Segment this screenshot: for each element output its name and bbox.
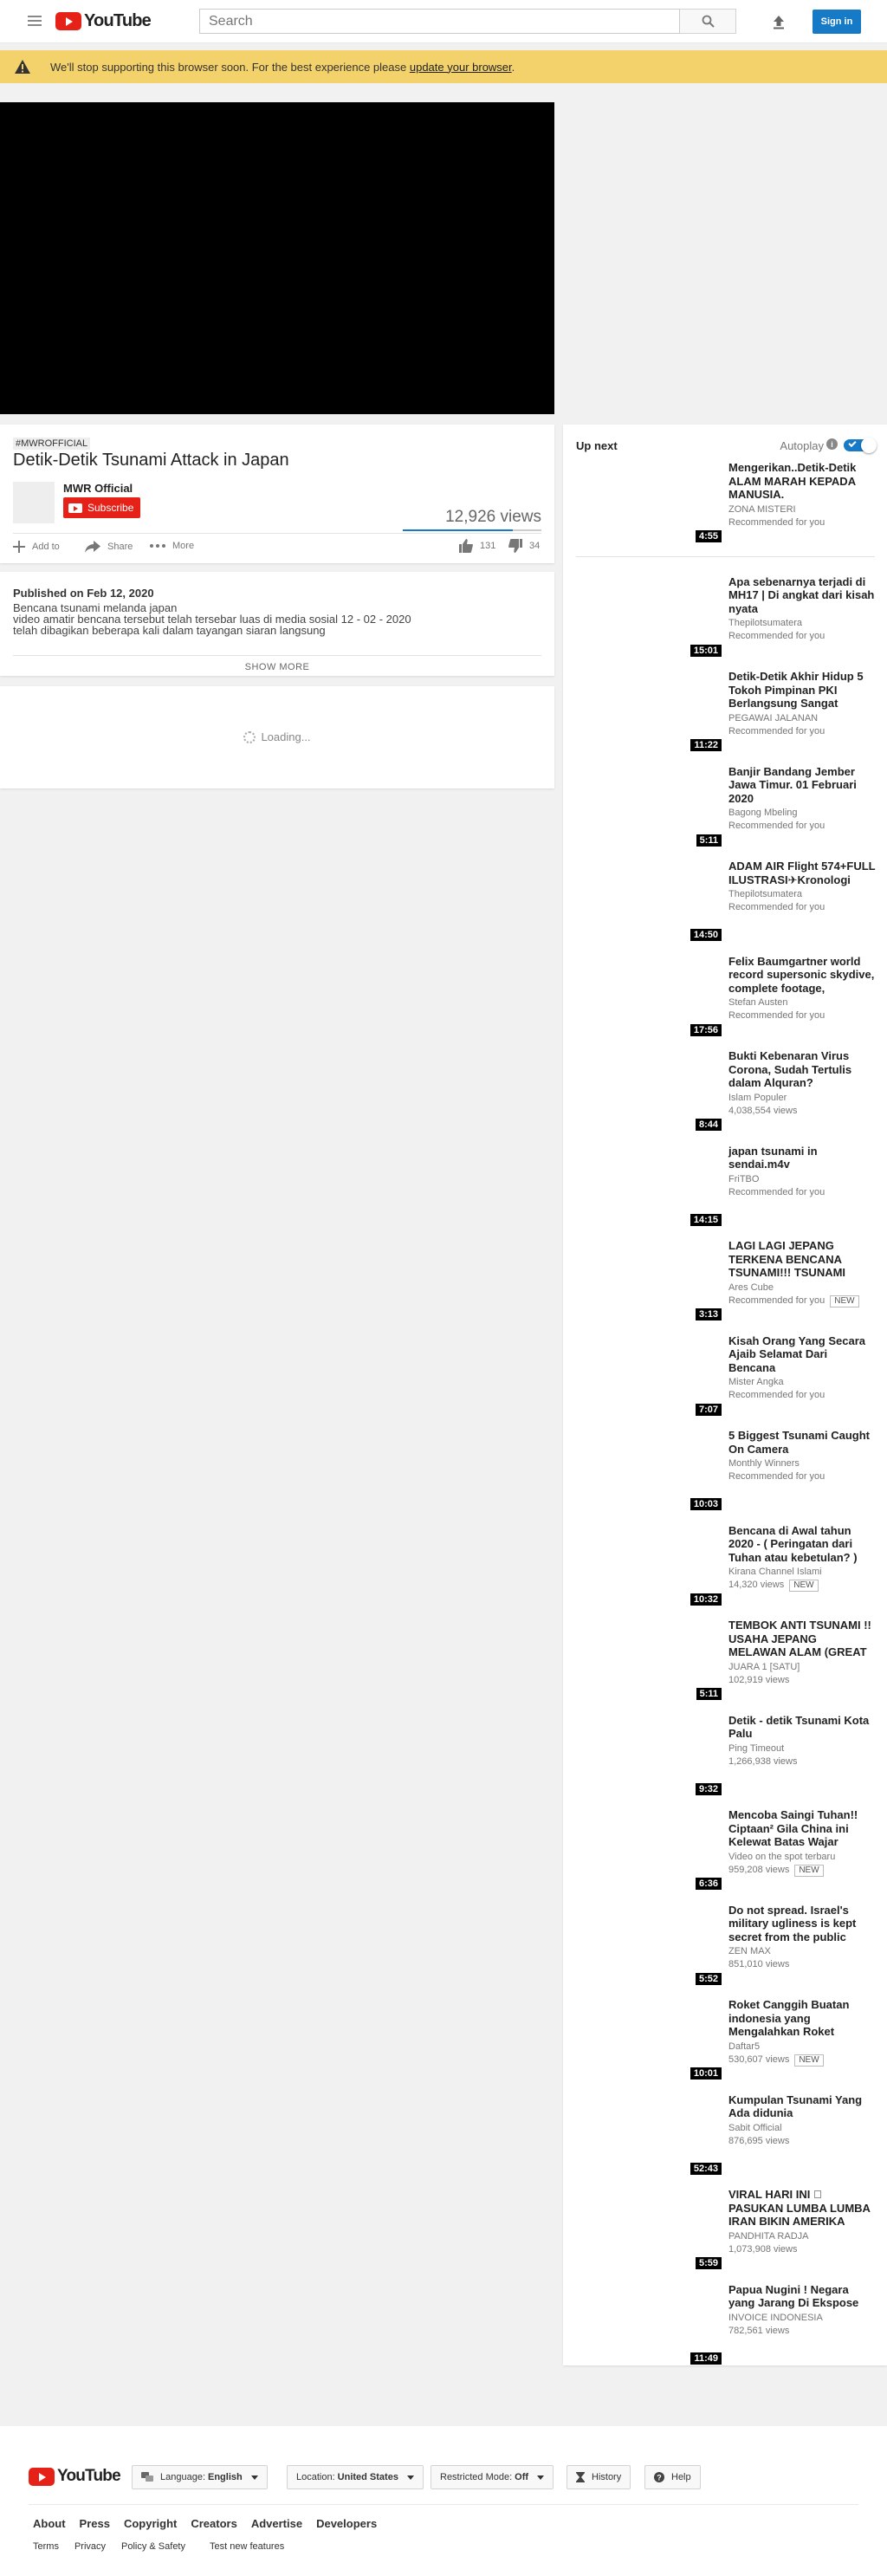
thumbs-down-icon — [508, 539, 522, 553]
video-title[interactable]: Mengerikan..Detik-Detik ALAM MARAH KEPADA MANUSIA. — [728, 461, 857, 502]
video-meta — [728, 2122, 876, 2148]
footer-link-advertise[interactable]: Advertise — [250, 2517, 303, 2530]
video-stats: 102,919 views — [728, 1674, 790, 1685]
video-duration: 3:13 — [696, 1308, 722, 1320]
video-duration: 5:52 — [696, 1973, 722, 1985]
footer-link-copyright[interactable]: Copyright — [123, 2517, 178, 2530]
video-stats: Recommended for you — [728, 1186, 825, 1197]
video-thumbnail[interactable] — [576, 860, 722, 941]
video-meta — [728, 503, 876, 529]
video-list-item[interactable] — [576, 1998, 879, 2085]
video-title[interactable]: Apa sebenarnya terjadi di MH17 | Di angkat dari kisah nyata — [728, 574, 875, 615]
video-channel: Sabit Official — [728, 2122, 782, 2133]
video-title[interactable]: TEMBOK ANTI TSUNAMI !! USAHA JEPANG MELAWAN ALAM (GREAT — [728, 1619, 871, 1659]
video-list-item[interactable] — [576, 1334, 879, 1421]
publish-date: Published on Feb 12, 2020 — [13, 587, 154, 600]
video-title[interactable]: Bukti Kebenaran Virus Corona, Sudah Tertulis dalam Alquran? — [728, 1049, 852, 1090]
video-title[interactable]: japan tsunami in sendai.m4v — [728, 1144, 818, 1171]
more-icon — [150, 544, 165, 548]
video-stats: Recommended for you — [728, 631, 825, 642]
video-channel: Ares Cube — [728, 1282, 774, 1293]
video-thumbnail[interactable] — [576, 1239, 722, 1320]
video-thumbnail[interactable] — [576, 670, 722, 751]
video-channel: FriTBO — [728, 1173, 760, 1184]
restricted-value: Off — [515, 2472, 529, 2482]
video-list-item[interactable] — [576, 955, 879, 1041]
add-to-button[interactable] — [13, 541, 60, 553]
up-next-heading: Up next — [576, 439, 618, 452]
video-stats: 4,038,554 views — [728, 1105, 798, 1116]
video-meta — [728, 1173, 876, 1199]
video-meta — [728, 1661, 876, 1687]
video-channel: PEGAWAI JALANAN — [728, 712, 819, 723]
video-stats: 1,266,938 views — [728, 1755, 798, 1767]
footer-sublinks — [33, 2541, 300, 2552]
autoplay-label: Autoplay — [780, 439, 824, 452]
video-channel: Mister Angka — [728, 1377, 784, 1388]
help-button[interactable] — [644, 2465, 701, 2489]
video-meta — [728, 1566, 876, 1592]
divider — [13, 655, 541, 656]
search-button[interactable] — [680, 9, 736, 34]
video-duration: 6:36 — [696, 1878, 722, 1890]
video-stats: Recommended for you — [728, 902, 825, 913]
video-duration: 14:50 — [690, 929, 722, 941]
location-button[interactable] — [287, 2465, 424, 2489]
video-title[interactable]: ADAM AIR Flight 574+FULL ILUSTRASI✈Kronologi — [728, 860, 876, 886]
video-duration: 14:15 — [690, 1214, 722, 1226]
video-thumbnail[interactable] — [576, 1619, 722, 1700]
video-thumbnail[interactable] — [576, 2093, 722, 2175]
footer-link-developers[interactable]: Developers — [316, 2517, 378, 2530]
language-label: Language: — [160, 2472, 205, 2482]
subscribe-button[interactable] — [63, 497, 140, 518]
more-label: More — [172, 541, 195, 551]
history-button[interactable] — [567, 2465, 631, 2489]
video-meta — [728, 888, 876, 914]
update-browser-link[interactable]: update your browser — [409, 60, 512, 74]
new-badge: NEW — [830, 1295, 858, 1307]
footer-links — [33, 2517, 391, 2530]
loading-text: Loading... — [261, 730, 311, 743]
help-label: Help — [671, 2472, 691, 2482]
dislike-count: 34 — [529, 541, 541, 551]
info-icon[interactable]: i — [826, 438, 838, 450]
share-icon — [85, 541, 100, 553]
video-duration: 5:11 — [696, 1688, 722, 1700]
footer-link-test-features[interactable]: Test new features — [210, 2541, 285, 2552]
video-meta — [728, 1457, 876, 1483]
video-list-item[interactable] — [576, 1904, 879, 1990]
add-to-label: Add to — [32, 542, 60, 552]
more-button[interactable] — [150, 541, 194, 551]
video-duration: 8:44 — [696, 1119, 722, 1131]
like-count: 131 — [480, 541, 496, 551]
video-channel: ZEN MAX — [728, 1946, 771, 1957]
video-channel: Thepilotsumatera — [728, 618, 802, 629]
channel-avatar[interactable] — [13, 482, 55, 523]
video-channel: PANDHITA RADJA — [728, 2230, 809, 2242]
video-list-item[interactable] — [576, 1524, 879, 1611]
video-list-item[interactable] — [576, 2283, 879, 2370]
video-title: Detik-Detik Tsunami Attack in Japan — [13, 451, 289, 470]
video-thumbnail[interactable] — [576, 1524, 722, 1606]
video-channel: Video on the spot terbaru — [728, 1851, 836, 1862]
video-channel: Daftar5 — [728, 2041, 761, 2052]
video-channel: Monthly Winners — [728, 1458, 800, 1470]
restricted-label: Restricted Mode: — [440, 2472, 513, 2482]
video-meta — [728, 1376, 876, 1402]
dislike-button[interactable] — [508, 539, 540, 553]
video-stats: Recommended for you NEW — [728, 1294, 876, 1307]
video-list-item[interactable] — [576, 1619, 879, 1705]
browser-alert — [0, 50, 887, 83]
comments-card — [0, 686, 554, 788]
video-thumbnail[interactable] — [576, 575, 722, 657]
video-thumbnail[interactable] — [576, 2188, 722, 2269]
video-meta — [728, 1282, 876, 1307]
youtube-play-icon — [55, 12, 81, 30]
divider — [576, 556, 875, 557]
video-channel: JUARA 1 [SATU] — [728, 1661, 800, 1672]
comments-loading — [0, 730, 554, 743]
autoplay-toggle[interactable] — [844, 439, 875, 451]
video-duration: 5:11 — [696, 834, 722, 847]
description-text: Bencana tsunami melanda japan video amatir bencana tersebut telah tersebar luas di media sosial 12 - 02 - 2020 telah dibagikan beberapa kali dalam tayangan siaran langsung — [13, 601, 411, 637]
video-list-item[interactable] — [576, 1145, 879, 1231]
language-icon — [141, 2472, 153, 2482]
logo-text: YouTube — [57, 2467, 120, 2485]
video-stats: 959,208 views NEW — [728, 1864, 876, 1877]
hourglass-icon — [576, 2472, 585, 2482]
video-title[interactable]: Kumpulan Tsunami Yang Ada didunia — [728, 2093, 863, 2120]
footer-logo[interactable] — [29, 2467, 120, 2486]
video-title[interactable]: Roket Canggih Buatan indonesia yang Mengalahkan Roket — [728, 1998, 850, 2039]
video-meta — [728, 712, 876, 738]
video-thumbnail[interactable] — [576, 765, 722, 847]
video-channel: Thepilotsumatera — [728, 889, 802, 900]
up-next-sidebar — [563, 425, 887, 2365]
new-badge: NEW — [794, 2054, 823, 2067]
video-stats: 530,607 views NEW — [728, 2054, 876, 2067]
help-icon — [654, 2472, 664, 2482]
view-count: 12,926 views — [445, 508, 541, 526]
video-duration: 52:43 — [690, 2163, 722, 2175]
subscribe-label: Subscribe — [87, 502, 134, 514]
warning-icon — [14, 59, 31, 75]
like-button[interactable] — [459, 539, 495, 553]
thumbs-up-icon — [459, 539, 473, 553]
video-stats: Recommended for you — [728, 1471, 825, 1483]
video-channel: Ping Timeout — [728, 1742, 785, 1754]
masthead — [0, 0, 887, 43]
video-thumbnail[interactable] — [576, 2283, 722, 2365]
search-bar — [199, 9, 736, 34]
video-thumbnail[interactable] — [576, 1904, 722, 1985]
show-more-button[interactable]: SHOW MORE — [0, 662, 554, 672]
toggle-knob — [861, 438, 877, 453]
video-duration: 9:32 — [696, 1783, 722, 1795]
video-channel: Kirana Channel Islami — [728, 1567, 822, 1578]
video-meta — [728, 996, 876, 1022]
youtube-icon — [68, 503, 82, 513]
video-list-item[interactable] — [576, 1808, 879, 1895]
video-thumbnail[interactable] — [576, 1145, 722, 1226]
video-channel: INVOICE INDONESIA — [728, 2312, 823, 2323]
new-badge: NEW — [794, 1865, 823, 1877]
video-title[interactable]: Papua Nugini ! Negara yang Jarang Di Ekspose — [728, 2282, 859, 2310]
video-title[interactable]: 5 Biggest Tsunami Caught On Camera — [728, 1429, 870, 1456]
video-list-item[interactable] — [576, 1429, 879, 1515]
video-meta — [728, 2041, 876, 2067]
video-list-item[interactable] — [576, 670, 879, 756]
video-stats: 14,320 views NEW — [728, 1579, 876, 1592]
video-info-card — [0, 425, 554, 563]
video-duration: 15:01 — [690, 645, 722, 657]
video-meta — [728, 1092, 876, 1118]
video-duration: 4:55 — [696, 530, 722, 542]
video-meta — [728, 2230, 876, 2256]
video-duration: 17:56 — [690, 1024, 722, 1036]
language-value: English — [208, 2472, 243, 2482]
like-fill — [403, 529, 513, 531]
video-thumbnail[interactable] — [576, 1334, 722, 1416]
video-meta — [728, 617, 876, 643]
svg-text:?: ? — [657, 2473, 662, 2482]
video-stats: 876,695 views — [728, 2135, 790, 2146]
channel-name[interactable]: MWR Official — [63, 482, 133, 495]
video-stats: 1,073,908 views — [728, 2243, 798, 2255]
search-input[interactable] — [199, 9, 680, 34]
video-thumbnail[interactable] — [576, 461, 722, 542]
video-thumbnail[interactable] — [576, 955, 722, 1036]
chevron-down-icon — [251, 2475, 258, 2480]
video-channel: ZONA MISTERI — [728, 503, 796, 515]
video-title[interactable]: Banjir Bandang Jember Jawa Timur. 01 Februari 2020 — [728, 764, 857, 805]
video-duration: 11:49 — [690, 2352, 722, 2365]
video-list-item[interactable] — [576, 575, 879, 662]
video-duration: 7:07 — [696, 1404, 722, 1416]
video-title[interactable]: Kisah Orang Yang Secara Ajaib Selamat Dari Bencana — [728, 1333, 865, 1374]
video-duration: 10:32 — [690, 1593, 722, 1606]
history-label: History — [592, 2472, 622, 2482]
chevron-down-icon — [407, 2475, 414, 2480]
video-meta — [728, 807, 876, 833]
youtube-play-icon — [29, 2468, 55, 2486]
search-icon — [702, 15, 715, 28]
video-list-item[interactable] — [576, 1049, 879, 1136]
plus-icon — [13, 541, 25, 553]
location-value: United States — [337, 2472, 398, 2482]
footer-link-privacy[interactable]: Privacy — [74, 2541, 107, 2552]
divider — [29, 2504, 858, 2505]
hashtag[interactable]: #MWROFFICIAL — [13, 438, 90, 450]
alert-text: We'll stop supporting this browser soon. For the best experience please update your browser. — [50, 60, 515, 74]
menu-icon[interactable] — [28, 16, 42, 26]
video-title[interactable]: Detik-Detik Akhir Hidup 5 Tokoh Pimpinan PKI Berlangsung Sangat — [728, 670, 864, 711]
sign-in-button[interactable]: Sign in — [813, 10, 861, 34]
footer-link-policy-safety[interactable]: Policy & Safety — [121, 2541, 185, 2552]
footer — [0, 2426, 887, 2576]
video-stats: Recommended for you — [728, 725, 825, 736]
check-icon — [848, 439, 856, 447]
restricted-mode-button[interactable] — [431, 2465, 554, 2489]
logo-text: YouTube — [84, 11, 151, 30]
video-channel: Stefan Austen — [728, 997, 788, 1009]
video-meta — [728, 1851, 876, 1877]
new-badge: NEW — [789, 1580, 818, 1592]
video-list-item[interactable] — [576, 1714, 879, 1801]
upload-icon[interactable] — [770, 13, 787, 30]
video-title[interactable]: Mencoba Saingi Tuhan!! Ciptaan² Gila China ini Kelewat Batas Wajar — [728, 1808, 858, 1849]
video-list-item[interactable] — [576, 1239, 879, 1326]
video-duration: 10:03 — [690, 1498, 722, 1510]
footer-link-creators[interactable]: Creators — [191, 2517, 237, 2530]
video-title[interactable]: VIRAL HARI INI ⃣ PASUKAN LUMBA LUMBA IRAN BIKIN AMERIKA — [728, 2188, 871, 2229]
video-channel: Islam Populer — [728, 1092, 787, 1103]
video-meta — [728, 1742, 876, 1768]
video-title[interactable]: Do not spread. Israel's military ugliness is kept secret from the public — [728, 1903, 857, 1943]
language-button[interactable] — [132, 2465, 268, 2489]
share-button[interactable] — [85, 541, 133, 553]
video-thumbnail[interactable] — [576, 1714, 722, 1795]
video-title[interactable]: Detik - detik Tsunami Kota Palu — [728, 1713, 870, 1741]
video-meta — [728, 1945, 876, 1971]
footer-link-terms[interactable]: Terms — [33, 2541, 59, 2552]
video-stats: Recommended for you — [728, 1390, 825, 1401]
video-stats: 851,010 views — [728, 1959, 790, 1970]
chevron-down-icon — [537, 2475, 544, 2480]
video-title[interactable]: Felix Baumgartner world record supersonic skydive, complete footage, — [728, 954, 875, 995]
video-list-item[interactable] — [576, 461, 879, 548]
video-stats: Recommended for you — [728, 1010, 825, 1022]
video-thumbnail[interactable] — [576, 1049, 722, 1131]
video-channel: Bagong Mbeling — [728, 808, 798, 819]
video-title[interactable]: Bencana di Awal tahun 2020 - ( Peringatan dari Tuhan atau kebetulan? ) — [728, 1523, 858, 1564]
video-duration: 5:59 — [696, 2257, 722, 2269]
video-list-item[interactable] — [576, 2093, 879, 2180]
video-duration: 10:01 — [690, 2067, 722, 2080]
video-thumbnail[interactable] — [576, 1808, 722, 1890]
video-title[interactable]: LAGI LAGI JEPANG TERKENA BENCANA TSUNAMI!!! TSUNAMI — [728, 1239, 846, 1280]
location-label: Location: — [296, 2472, 335, 2482]
video-list-item[interactable] — [576, 2188, 879, 2274]
video-thumbnail[interactable] — [576, 1429, 722, 1510]
video-list-item[interactable] — [576, 860, 879, 946]
video-duration: 11:22 — [690, 739, 722, 751]
footer-link-press[interactable]: Press — [79, 2517, 110, 2530]
spinner-icon — [243, 731, 256, 743]
video-stats: 782,561 views — [728, 2325, 790, 2336]
description-card — [0, 572, 554, 676]
youtube-logo[interactable] — [55, 11, 151, 31]
video-thumbnail[interactable] — [576, 1998, 722, 2080]
video-stats: Recommended for you — [728, 516, 825, 528]
video-player[interactable] — [0, 102, 554, 414]
sentiment-bar — [403, 529, 541, 531]
video-stats: Recommended for you — [728, 821, 825, 832]
footer-link-about[interactable]: About — [33, 2517, 66, 2530]
divider — [13, 533, 541, 534]
video-list-item[interactable] — [576, 765, 879, 852]
share-label: Share — [107, 542, 133, 552]
video-meta — [728, 2312, 876, 2338]
